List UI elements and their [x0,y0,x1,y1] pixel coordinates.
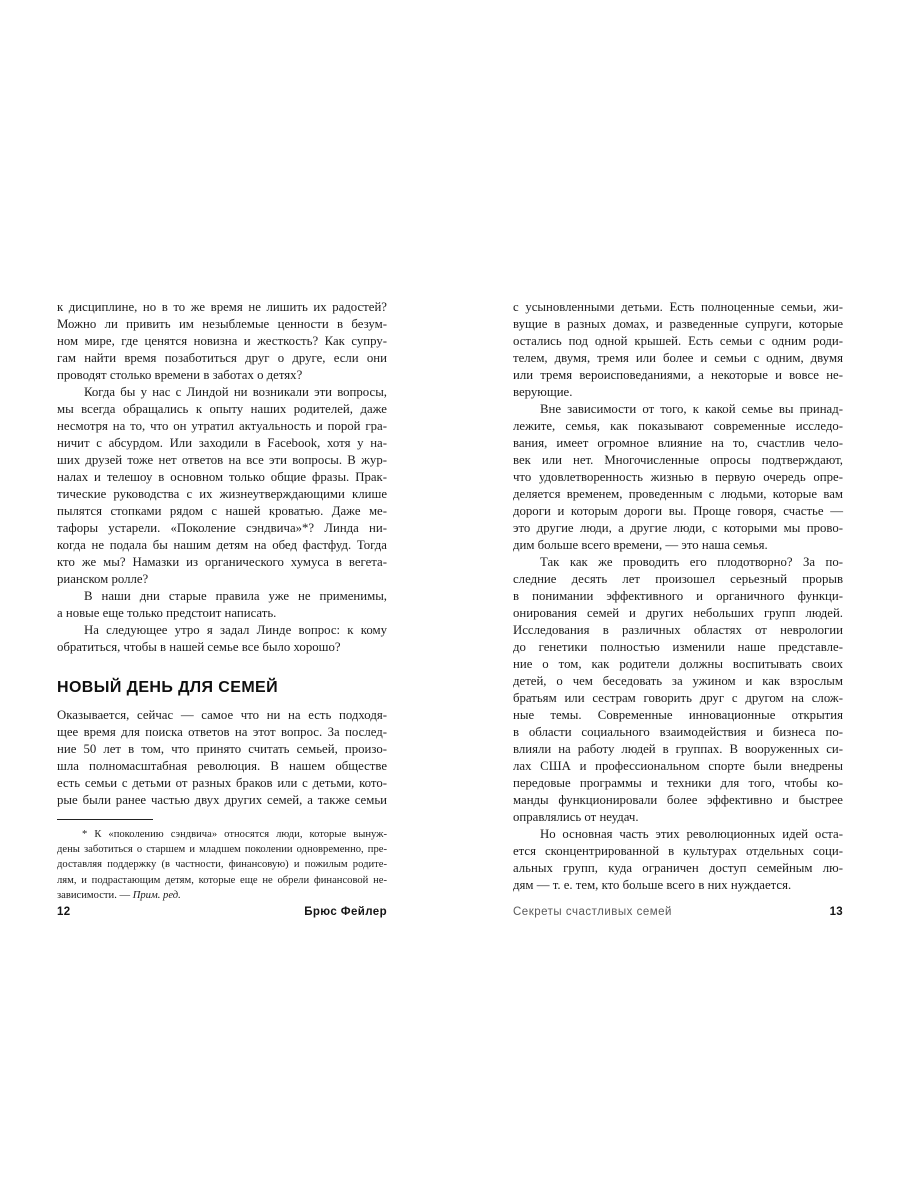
text-line: щее время для поиска ответов на этот вопрос. За послед- [57,725,387,739]
text-line: братьям или сестрам говорить друг с другом на слож- [513,691,843,705]
paragraph [513,826,843,894]
text-line: следние десять лет произошел серьезный прорыв [513,572,843,586]
text-line: Так как же проводить его плодотворно? За по- [540,555,843,569]
text-line: Вне зависимости от того, к какой семье вы принад- [540,402,843,416]
text-line: это другие люди, а другие люди, с которыми мы прово- [513,521,843,535]
text-line: дим больше всего времени, — это наша семья. [513,538,768,552]
text-line: что удовлетворенность жизнью в первую очередь опре- [513,470,843,484]
text-line: лах США и профессиональном спорте были внедрены [513,759,843,773]
text-line: На следующее утро я задал Линде вопрос: к кому [84,623,387,637]
text-line: Можно ли привить им незыблемые ценности в безум- [57,317,387,331]
text-line: вущие в разных домах, и разведенные супруги, которые [513,317,843,331]
running-head-book-title: Секреты счастливых семей [513,906,672,918]
text-line: до генетики полностью изменили наше представле- [513,640,843,654]
page-number-right: 13 [829,906,843,918]
paragraph [57,622,387,656]
right-page-footer [513,905,843,919]
text-line: налах и телешоу в основном только общие фразы. Прак- [57,470,387,484]
text-line: ние о том, как родители должны воспитывать своих [513,657,843,671]
text-line: дям — т. е. тем, кто больше всего в них нуждается. [513,878,792,892]
text-line: В наши дни старые правила уже не применимы, [84,589,387,603]
text-line: ные темы. Современные инновационные открытия [513,708,843,722]
text-line: ничит с абсурдом. Или заходили в Facebook, хотя у на- [57,436,387,450]
text-line: остались под одной крышей. Есть семьи с одним роди- [513,334,843,348]
text-line: Но основная часть этих революционных идей оста- [540,827,843,841]
running-head-author: Брюс Фейлер [304,906,387,918]
text-line: когда не подала бы нашим детям на обед фастфуд. Тогда [57,538,387,552]
text-line: передовые программы и техники для того, чтобы ко- [513,776,843,790]
paragraph [513,554,843,826]
text-line: Когда бы у нас с Линдой ни возникали эти вопросы, [84,385,387,399]
text-line: оправлялись от неудач. [513,810,639,824]
footnote-rule [57,819,153,820]
text-line: несмотря на то, что он утратил актуальность и порой гра- [57,419,387,433]
text-line: верующие. [513,385,573,399]
text-line: детей, о чем беседовать за ужином и как взрослым [513,674,843,688]
text-line: гам найти время позаботиться друг о друге, если они [57,351,387,365]
text-line: ется сконцентрированной в культурах отдельных соци- [513,844,843,858]
text-line: обратиться, чтобы в нашей семье все было хорошо? [57,640,341,654]
text-line: кто же мы? Намазки из органического хумуса в вегета- [57,555,387,569]
text-line: рые были ранее частью двух других семей, а также семьи [57,793,387,807]
text-line: дены заботиться о старшем и младшем поколении одновременно, пре- [57,844,387,856]
text-line: с усыновленными детьми. Есть полноценные семьи, жи- [513,300,843,314]
text-line: мы всегда обращались к опыту наших родителей, даже [57,402,387,416]
paragraph [57,707,387,809]
text-line: доставляя поддержку (в частности, финансовую) и пожилым родите- [57,859,387,871]
text-line: есть семьи с детьми от разных браков или с детьми, кото- [57,776,387,790]
text-line: пылятся стопками рядом с нашей кроватью. Даже ме- [57,504,387,518]
text-line: а новые еще только предстоит написать. [57,606,277,620]
text-line: лежите, семья, как показывают современные исследо- [513,419,843,433]
text-line: альных групп, куда ограничен доступ семейным лю- [513,861,843,875]
right-page-column [513,299,843,894]
text-line: * К «поколению сэндвича» относятся люди, которые вынуж- [82,829,387,840]
text-line: век или нет. Многочисленные опросы подтверждают, [513,453,843,467]
paragraph [513,299,843,401]
paragraph [57,588,387,622]
text-line: рианском ролле? [57,572,149,586]
text-line: дороги и которым дороги вы. Проще говоря, счастье — [513,504,843,518]
text-line: тические руководства с их жизнеутверждающими клише [57,487,387,501]
text-line: деляется временем, проведенным с людьми, которые вам [513,487,843,501]
text-line: или тремя вероисповеданиями, а некоторые и вовсе не- [513,368,843,382]
text-line: проводят столько времени в заботах о детях? [57,368,303,382]
text-line: манды функционировали более эффективно и быстрее [513,793,843,807]
text-line: тафоры устарели. «Поколение сэндвича»*? Линда ни- [57,521,387,535]
page-number-left: 12 [57,906,71,918]
text-line: зависимости. — Прим. ред. [57,889,181,901]
text-line: телем, двумя, тремя или более и семьи с одним, двумя [513,351,843,365]
text-line: вания, имеет огромное влияние на то, счастлив чело- [513,436,843,450]
section-heading: НОВЫЙ ДЕНЬ ДЛЯ СЕМЕЙ [57,679,279,696]
text-line: в понимании эффективного и органичного функци- [513,589,843,603]
text-line: Исследования в различных областях от неврологии [513,623,843,637]
left-page-column [57,299,387,903]
text-line: ном мире, где ценятся новизна и жесткость? Как супру- [57,334,387,348]
text-line: онирования семей и других небольших групп людей. [513,606,843,620]
text-line: Оказывается, сейчас — самое что ни на есть подходя- [57,708,387,722]
paragraph [57,384,387,588]
text-line: лям, и подрастающим детям, которые еще не обрели финансовой не- [57,874,387,886]
footnote [57,827,387,903]
paragraph [57,299,387,384]
text-line: шла полномасштабная революция. В нашем обществе [57,759,387,773]
text-line: влияли на работу людей в группах. В вооруженных си- [513,742,843,756]
text-line: ших друзей тоже нет ответов на все эти вопросы. В жур- [57,453,387,467]
paragraph [513,401,843,554]
text-line: в области социального взаимодействия и бизнеса по- [513,725,843,739]
text-line: к дисциплине, но в то же время не лишить их радостей? [57,300,387,314]
text-line: ние 50 лет в том, что принято считать семьей, произо- [57,742,387,756]
left-page-footer [57,905,387,919]
